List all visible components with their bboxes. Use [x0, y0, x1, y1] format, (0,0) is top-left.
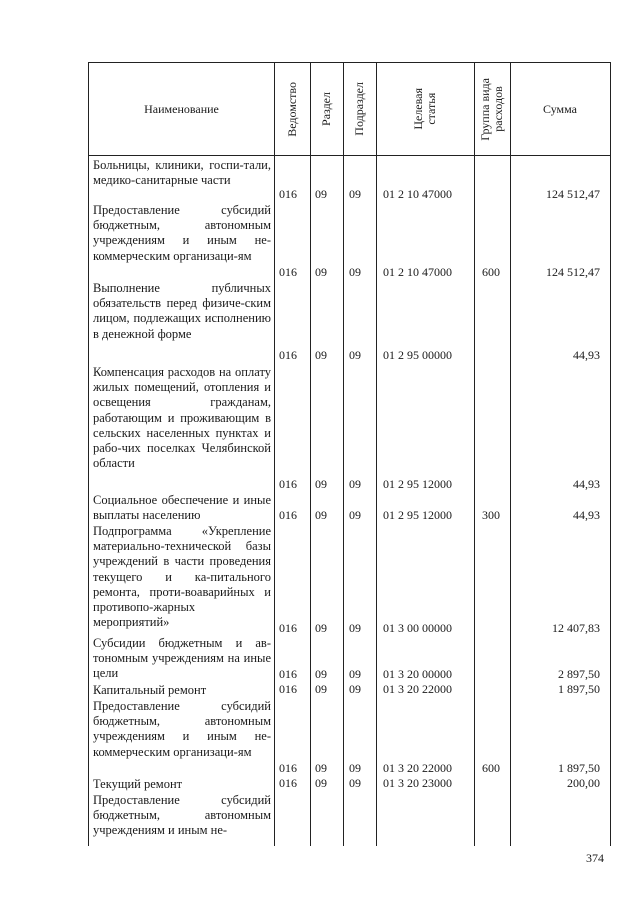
cell-podrazdel: 09	[349, 761, 361, 775]
cell-vedomstvo: 016	[279, 508, 297, 522]
cell-podrazdel: 09	[349, 682, 361, 696]
cell-celevaya-statya: 01 3 20 22000	[383, 682, 452, 696]
cell-razdel: 09	[315, 776, 327, 790]
cell-razdel: 09	[315, 348, 327, 362]
cell-podrazdel: 09	[349, 667, 361, 681]
column-divider	[343, 63, 344, 846]
row-name: Капитальный ремонт	[93, 683, 207, 697]
cell-summa: 12 407,83	[552, 621, 600, 635]
header-summa: Сумма	[543, 101, 577, 116]
cell-summa: 200,00	[567, 776, 600, 790]
cell-celevaya-statya: 01 2 95 00000	[383, 348, 452, 362]
row-name: Социальное обеспечение и иные выплаты населению	[93, 493, 271, 523]
header-celevaya-statya: Целевая статья	[411, 88, 438, 130]
cell-gruppa: 600	[482, 265, 500, 279]
cell-razdel: 09	[315, 265, 327, 279]
cell-celevaya-statya: 01 3 20 22000	[383, 761, 452, 775]
cell-summa: 124 512,47	[546, 187, 600, 201]
cell-razdel: 09	[315, 682, 327, 696]
row-name: Текущий ремонт	[93, 777, 183, 791]
cell-summa: 1 897,50	[558, 682, 600, 696]
cell-vedomstvo: 016	[279, 265, 297, 279]
header-name: Наименование	[144, 101, 219, 116]
cell-razdel: 09	[315, 508, 327, 522]
column-divider	[474, 63, 475, 846]
header-vedomstvo: Ведомство	[284, 81, 299, 137]
cell-summa: 44,93	[573, 508, 600, 522]
column-divider	[310, 63, 311, 846]
header-podrazdel: Подраздел	[352, 82, 366, 136]
cell-podrazdel: 09	[349, 621, 361, 635]
cell-vedomstvo: 016	[279, 667, 297, 681]
cell-razdel: 09	[315, 187, 327, 201]
cell-summa: 44,93	[573, 477, 600, 491]
header-divider	[89, 155, 610, 156]
cell-razdel: 09	[315, 761, 327, 775]
cell-celevaya-statya: 01 2 10 47000	[383, 187, 452, 201]
cell-razdel: 09	[315, 621, 327, 635]
row-name: Предоставление субсидий бюджетным, автономным учреждениям и иным не-коммерческим организаци-ям	[93, 699, 271, 759]
budget-table	[88, 62, 611, 846]
row-name: Подпрограмма «Укрепление материально-технической базы учреждений в части проведения текущего и ка-питального ремонта, проти-воаварийных и противопо-жарных мероприятий»	[93, 524, 271, 630]
cell-vedomstvo: 016	[279, 621, 297, 635]
cell-summa: 2 897,50	[558, 667, 600, 681]
cell-podrazdel: 09	[349, 477, 361, 491]
cell-vedomstvo: 016	[279, 682, 297, 696]
cell-summa: 124 512,47	[546, 265, 600, 279]
cell-gruppa: 600	[482, 761, 500, 775]
cell-vedomstvo: 016	[279, 761, 297, 775]
cell-celevaya-statya: 01 2 10 47000	[383, 265, 452, 279]
cell-celevaya-statya: 01 3 00 00000	[383, 621, 452, 635]
cell-summa: 44,93	[573, 348, 600, 362]
column-divider	[510, 63, 511, 846]
cell-vedomstvo: 016	[279, 776, 297, 790]
cell-vedomstvo: 016	[279, 477, 297, 491]
cell-celevaya-statya: 01 3 20 23000	[383, 776, 452, 790]
column-divider	[274, 63, 275, 846]
cell-podrazdel: 09	[349, 508, 361, 522]
page-number: 374	[586, 851, 604, 865]
row-name: Предоставление субсидий бюджетным, автономным учреждениям и иным не-	[93, 793, 271, 838]
cell-celevaya-statya: 01 3 20 00000	[383, 667, 452, 681]
cell-celevaya-statya: 01 2 95 12000	[383, 477, 452, 491]
cell-razdel: 09	[315, 667, 327, 681]
cell-summa: 1 897,50	[558, 761, 600, 775]
row-name: Выполнение публичных обязательств перед физиче-ским лицом, подлежащих исполнению в денежной форме	[93, 281, 271, 341]
cell-gruppa: 300	[482, 508, 500, 522]
header-razdel: Раздел	[319, 92, 333, 126]
column-divider	[376, 63, 377, 846]
row-name: Компенсация расходов на оплату жилых помещений, отопления и освещения гражданам, работающим и проживающим в сельских населенных пунктах и рабо-чих поселках Челябинской области	[93, 365, 271, 471]
cell-vedomstvo: 016	[279, 187, 297, 201]
header-gruppa-vida-rashodov: Группа вида расходов	[478, 77, 505, 141]
cell-podrazdel: 09	[349, 776, 361, 790]
cell-celevaya-statya: 01 2 95 12000	[383, 508, 452, 522]
cell-vedomstvo: 016	[279, 348, 297, 362]
cell-razdel: 09	[315, 477, 327, 491]
cell-podrazdel: 09	[349, 348, 361, 362]
row-name: Больницы, клиники, госпи-тали, медико-санитарные части	[93, 158, 271, 188]
cell-podrazdel: 09	[349, 265, 361, 279]
row-name: Субсидии бюджетным и ав-тономным учреждениям на иные цели	[93, 636, 271, 681]
row-name: Предоставление субсидий бюджетным, автономным учреждениям и иным не-коммерческим организаци-ям	[93, 203, 271, 263]
cell-podrazdel: 09	[349, 187, 361, 201]
